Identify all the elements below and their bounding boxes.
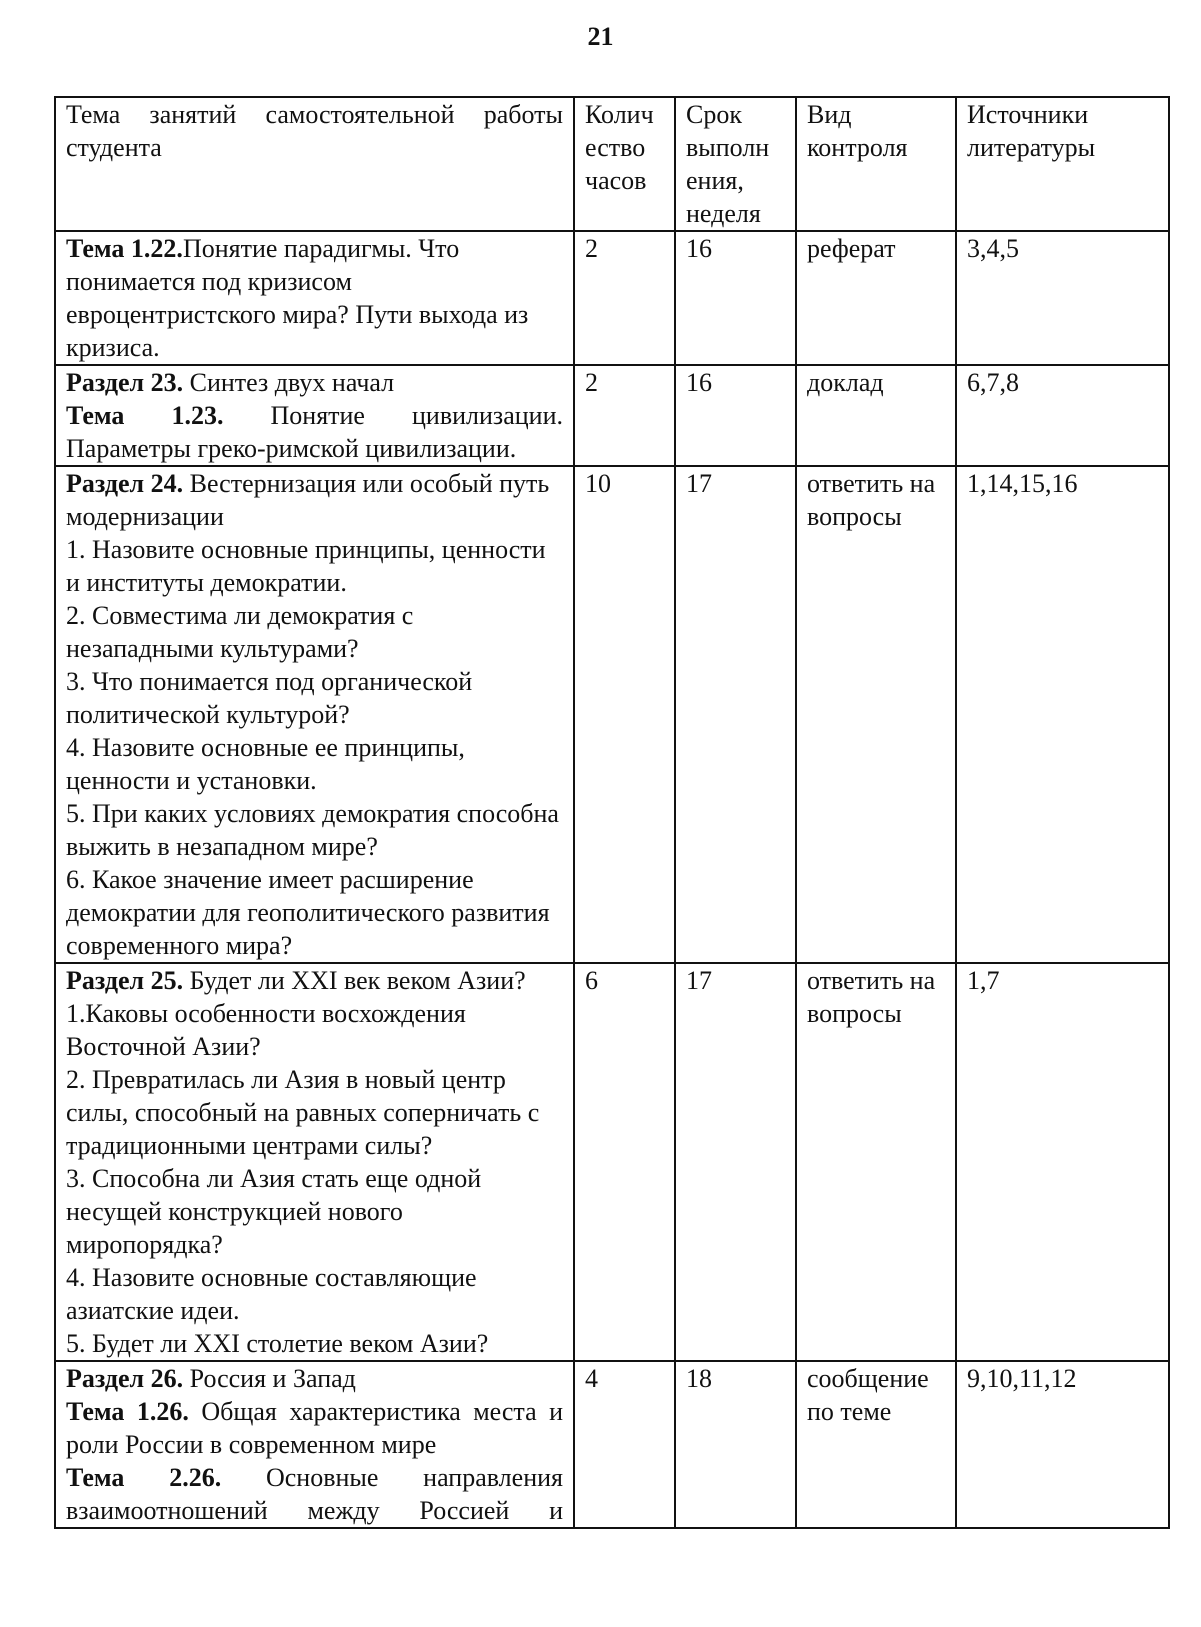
table-header-row (55, 97, 1169, 231)
control-cell: сообщение по теме (796, 1361, 956, 1528)
section-heading: Раздел 26. (66, 1364, 184, 1393)
topic-heading: Тема 1.22. (66, 234, 183, 263)
section-text: Вестернизация или особый путь модернизации (66, 469, 550, 531)
topic-text: Понятие цивилизации. Параметры греко-римской цивилизации. (66, 401, 563, 463)
topic-heading: Тема 2.26. (66, 1463, 222, 1492)
header-topic (55, 97, 574, 231)
topic-heading: Тема 1.26. (66, 1397, 189, 1426)
topic-text: Основные направления взаимоотношений между Россией и (66, 1463, 563, 1525)
topic-cell (55, 466, 574, 963)
topic-cell (55, 231, 574, 365)
section-heading: Раздел 24. (66, 469, 184, 498)
question-item: 4. Назовите основные составляющие азиатские идеи. (66, 1263, 477, 1325)
table-row (55, 365, 1169, 466)
question-item: 1.Каковы особенности восхождения Восточной Азии? (66, 999, 466, 1061)
question-item: 5. При каких условиях демократия способна выжить в незападном мире? (66, 799, 559, 861)
table-row (55, 1361, 1169, 1528)
header-hours-line: ество (585, 133, 646, 162)
section-heading: Раздел 25. (66, 966, 184, 995)
topic-cell (55, 963, 574, 1361)
header-sources (956, 97, 1169, 231)
header-control (796, 97, 956, 231)
section-heading: Раздел 23. (66, 368, 184, 397)
question-item: 2. Совместима ли демократия с незападными культурами? (66, 601, 414, 663)
hours-cell: 10 (574, 466, 675, 963)
section-text: Россия и Запад (183, 1364, 356, 1393)
header-sources-line: литературы (967, 133, 1096, 162)
header-hours-line: Колич (585, 100, 654, 129)
self-study-table (54, 96, 1170, 1529)
header-deadline-line: ения, (686, 166, 744, 195)
table-row (55, 466, 1169, 963)
question-item: 3. Способна ли Азия стать еще одной несущей конструкцией нового миропорядка? (66, 1164, 482, 1259)
sources-cell: 1,7 (956, 963, 1169, 1361)
header-hours (574, 97, 675, 231)
section-text: Будет ли XXI век веком Азии? (183, 966, 526, 995)
question-item: 5. Будет ли XXI столетие веком Азии? (66, 1329, 489, 1358)
control-cell: ответить на вопросы (796, 466, 956, 963)
topic-heading: Тема 1.23. (66, 401, 224, 430)
question-item: 2. Превратилась ли Азия в новый центр силы, способный на равных соперничать с традиционными центрами силы? (66, 1065, 540, 1160)
topic-cell (55, 1361, 574, 1528)
header-control-line: Вид (807, 100, 852, 129)
page-number: 21 (587, 22, 614, 51)
sources-cell: 6,7,8 (956, 365, 1169, 466)
hours-cell: 2 (574, 231, 675, 365)
section-text: Синтез двух начал (183, 368, 395, 397)
question-item: 3. Что понимается под органической политической культурой? (66, 667, 473, 729)
control-cell: ответить на вопросы (796, 963, 956, 1361)
control-cell: реферат (796, 231, 956, 365)
sources-cell: 1,14,15,16 (956, 466, 1169, 963)
deadline-cell: 17 (675, 466, 796, 963)
sources-cell: 9,10,11,12 (956, 1361, 1169, 1528)
header-deadline-line: неделя (686, 199, 761, 228)
sources-cell: 3,4,5 (956, 231, 1169, 365)
question-item: 4. Назовите основные ее принципы, ценности и установки. (66, 733, 465, 795)
deadline-cell: 17 (675, 963, 796, 1361)
table-row (55, 231, 1169, 365)
table-row (55, 963, 1169, 1361)
header-topic-line: студента (66, 133, 162, 162)
question-item: 6. Какое значение имеет расширение демократии для геополитического развития современного мира? (66, 865, 550, 960)
deadline-cell: 16 (675, 365, 796, 466)
topic-cell (55, 365, 574, 466)
deadline-cell: 16 (675, 231, 796, 365)
topic-text: Понятие парадигмы. Что понимается под кризисом евроцентристского мира? Пути выхода из кризиса. (66, 234, 529, 362)
control-cell: доклад (796, 365, 956, 466)
header-sources-line: Источники (967, 100, 1089, 129)
header-deadline-line: выполн (686, 133, 770, 162)
header-hours-line: часов (585, 166, 647, 195)
header-deadline (675, 97, 796, 231)
question-item: 1. Назовите основные принципы, ценности и институты демократии. (66, 535, 546, 597)
topic-text: Общая характеристика места и роли России в современном мире (66, 1397, 563, 1459)
deadline-cell: 18 (675, 1361, 796, 1528)
header-topic-line: Тема занятий самостоятельной работы (66, 100, 563, 129)
header-deadline-line: Срок (686, 100, 742, 129)
hours-cell: 2 (574, 365, 675, 466)
hours-cell: 6 (574, 963, 675, 1361)
hours-cell: 4 (574, 1361, 675, 1528)
header-control-line: контроля (807, 133, 908, 162)
